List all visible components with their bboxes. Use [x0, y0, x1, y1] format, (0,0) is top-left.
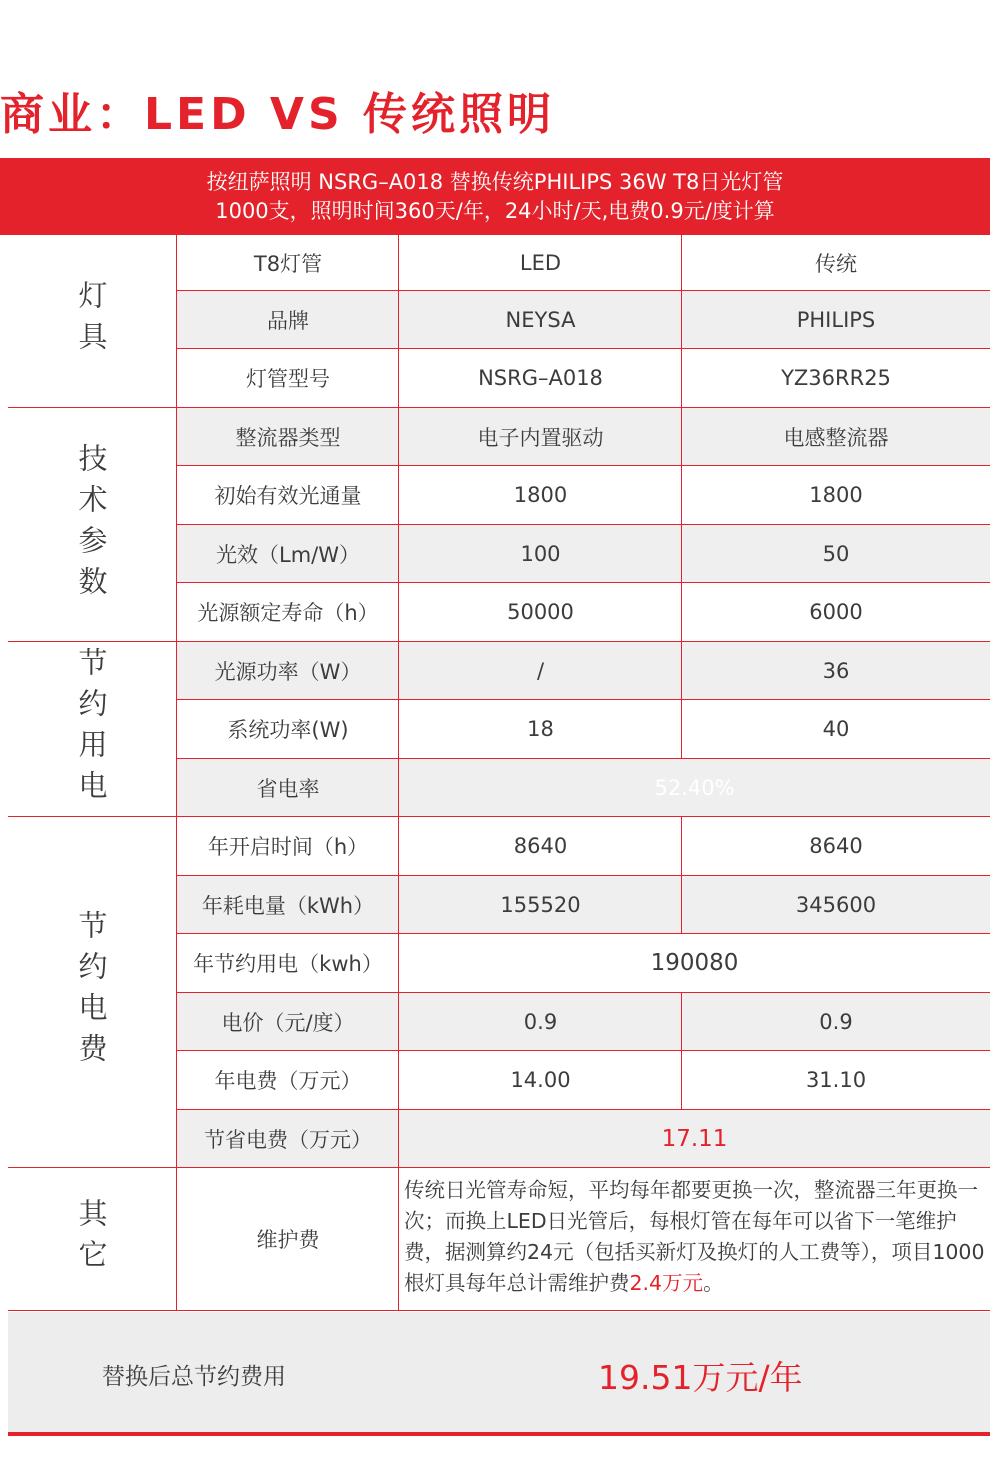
row-label: 整流器类型 — [235, 425, 341, 450]
row-label: 节省电费（万元） — [204, 1127, 372, 1152]
led-value: NEYSA — [505, 308, 576, 332]
row-label: 年耗电量（kWh） — [201, 893, 375, 918]
row-label: 年节约用电（kwh） — [193, 952, 383, 976]
group-save-power: 节约用电 — [74, 647, 109, 811]
annual-power-saved: 190080 — [650, 950, 739, 976]
maintenance-label: 维护费 — [256, 1228, 320, 1252]
group-other: 其它 — [74, 1198, 109, 1280]
power-saving-rate: 52.40% — [654, 775, 735, 800]
summary-value: 19.51万元/年 — [598, 1358, 803, 1397]
led-value: NSRG–A018 — [478, 366, 603, 390]
led-value: 1800 — [513, 483, 568, 507]
banner-line-1: 按纽萨照明 NSRG–A018 替换传统PHILIPS 36W T8日光灯管 — [206, 170, 784, 194]
row-label: 灯管型号 — [246, 367, 330, 391]
traditional-value: 6000 — [809, 600, 863, 624]
row-label: 系统功率(W) — [227, 718, 349, 742]
led-value: 155520 — [500, 892, 581, 917]
led-value: 50000 — [507, 600, 574, 624]
led-value: LED — [519, 251, 562, 275]
led-value: 8640 — [513, 834, 568, 858]
row-label: T8灯管 — [253, 252, 323, 276]
traditional-value: 40 — [822, 717, 850, 741]
bottom-divider — [8, 1432, 990, 1436]
row-label: 电价（元/度） — [221, 1010, 355, 1035]
led-value: 0.9 — [523, 1009, 558, 1034]
traditional-value: 0.9 — [819, 1009, 853, 1034]
summary-label: 替换后总节约费用 — [102, 1364, 286, 1390]
row-label: 光效（Lm/W） — [216, 542, 360, 567]
traditional-value: 50 — [822, 541, 850, 566]
page-title: 商业：LED VS 传统照明 — [0, 89, 555, 140]
row-label: 光源功率（W） — [214, 659, 362, 684]
traditional-value: 31.10 — [805, 1068, 867, 1092]
led-value: 100 — [520, 541, 561, 566]
led-value: 14.00 — [510, 1068, 571, 1092]
traditional-value: YZ36RR25 — [781, 366, 891, 390]
row-label: 省电率 — [256, 776, 320, 801]
group-tech: 技术参数 — [74, 442, 109, 607]
row-label: 初始有效光通量 — [214, 484, 362, 508]
annual-cost-saved: 17.11 — [661, 1125, 728, 1152]
led-value: 18 — [527, 717, 554, 741]
banner-line-2: 1000支，照明时间360天/年，24小时/天,电费0.9元/度计算 — [215, 199, 775, 223]
group-lamp: 灯具 — [74, 280, 109, 362]
header-banner — [0, 158, 990, 235]
traditional-value: PHILIPS — [796, 308, 876, 332]
traditional-value: 1800 — [809, 483, 863, 507]
traditional-value: 345600 — [795, 892, 877, 917]
traditional-value: 电感整流器 — [783, 425, 889, 450]
row-label: 年开启时间（h） — [207, 835, 369, 859]
row-label: 光源额定寿命（h） — [197, 601, 379, 625]
group-save-cost: 节约电费 — [74, 910, 109, 1074]
row-label: 年电费（万元） — [214, 1069, 362, 1093]
led-value: / — [536, 658, 545, 683]
traditional-value: 36 — [822, 658, 850, 683]
traditional-value: 传统 — [815, 252, 857, 276]
led-value: 电子内置驱动 — [477, 425, 604, 450]
traditional-value: 8640 — [809, 834, 863, 858]
maintenance-highlight: 2.4万元 — [629, 1271, 704, 1295]
row-label: 品牌 — [267, 309, 309, 333]
maintenance-note: 传统日光管寿命短，平均每年都要更换一次，整流器三年更换一次；而换上LED日光管后，每根灯管在每年可以省下一笔维护费，据测算约24元（包括买新灯及换灯的人工费等），项目1000根灯具每年总计需维护费2.4万元。 — [404, 1178, 985, 1295]
